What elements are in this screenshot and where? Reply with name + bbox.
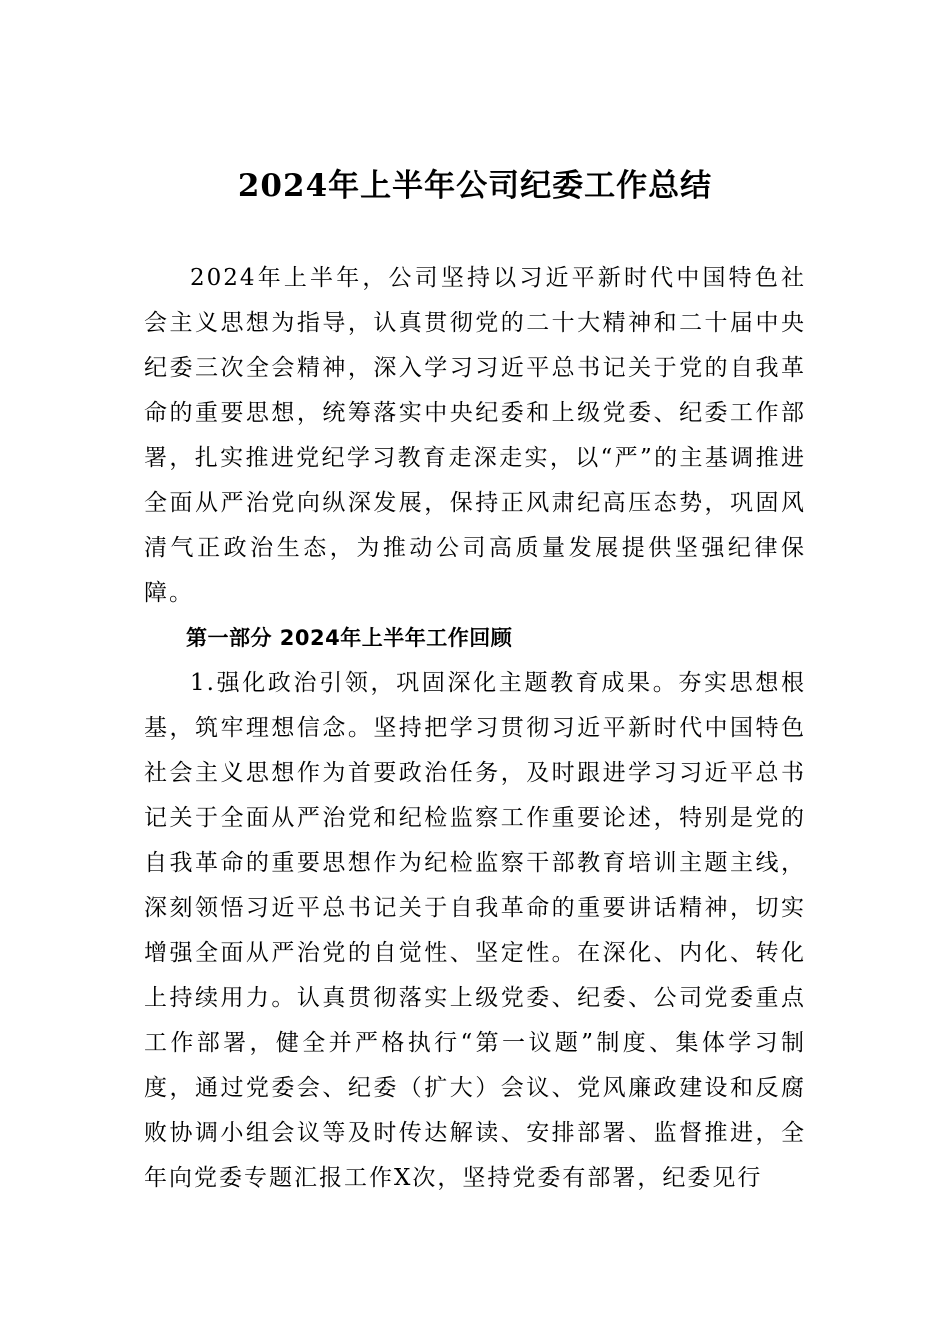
section-heading: 第一部分 2024年上半年工作回顾: [186, 626, 513, 650]
document-body: [144, 256, 806, 1201]
intro-paragraph: 2024年上半年，公司坚持以习近平新时代中国特色社会主义思想为指导，认真贯彻党的二十大精神和二十届中央纪委三次全会精神，深入学习习近平总书记关于党的自我革命的重要思想，统筹落实中央纪委和上级党委、纪委工作部署，扎实推进党纪学习教育走深走实，以“严”的主基调推进全面从严治党向纵深发展，保持正风肃纪高压态势，巩固风清气正政治生态，为推动公司高质量发展提供坚强纪律保障。: [144, 265, 806, 606]
item-1-paragraph: 1.强化政治引领，巩固深化主题教育成果。夯实思想根基，筑牢理想信念。坚持把学习贯彻习近平新时代中国特色社会主义思想作为首要政治任务，及时跟进学习习近平总书记关于全面从严治党和纪检监察工作重要论述，特别是党的自我革命的重要思想作为纪检监察干部教育培训主题主线，深刻领悟习近平总书记关于自我革命的重要讲话精神，切实增强全面从严治党的自觉性、坚定性。在深化、内化、转化上持续用力。认真贯彻落实上级党委、纪委、公司党委重点工作部署，健全并严格执行“第一议题”制度、集体学习制度，通过党委会、纪委（扩大）会议、党风廉政建设和反腐败协调小组会议等及时传达解读、安排部署、监督推进，全年向党委专题汇报工作X次，坚持党委有部署，纪委见行: [144, 670, 806, 1191]
document-title: 2024年上半年公司纪委工作总结: [237, 168, 713, 204]
